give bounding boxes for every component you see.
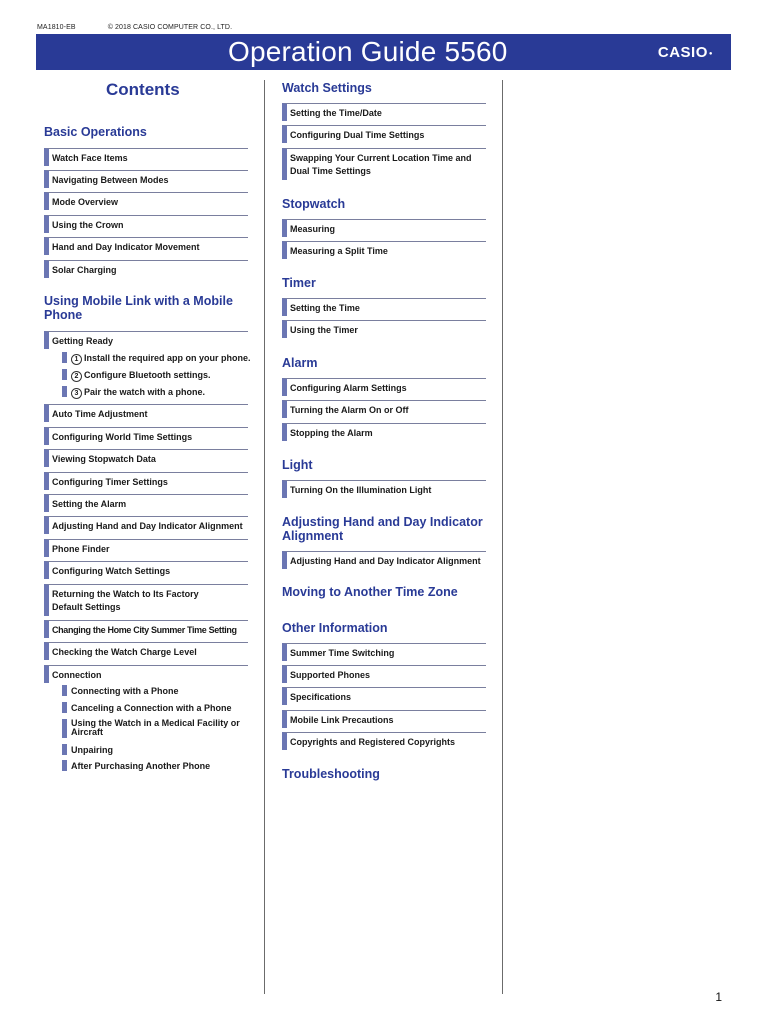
bullet-mark: [62, 386, 67, 397]
toc-item[interactable]: Setting the Time/Date: [282, 103, 486, 121]
toc-sub-item[interactable]: Connecting with a Phone: [62, 685, 179, 696]
step-number-icon: 3: [71, 388, 82, 399]
toc-item[interactable]: Setting the Time: [282, 298, 486, 316]
toc-item[interactable]: Supported Phones: [282, 665, 486, 683]
title-banner: [36, 34, 731, 70]
document-header-line: [37, 24, 262, 31]
toc-item-getting-ready[interactable]: Getting Ready: [44, 331, 248, 349]
bullet-mark: [62, 685, 67, 696]
contents-heading: Contents: [106, 80, 180, 99]
step-number-icon: 2: [71, 371, 82, 382]
toc-item-connection[interactable]: Connection: [44, 665, 248, 683]
toc-step[interactable]: 1 Install the required app on your phone.: [62, 352, 251, 365]
toc-item[interactable]: Measuring: [282, 219, 486, 237]
toc-item[interactable]: Solar Charging: [44, 260, 248, 278]
column-divider-left: [264, 80, 265, 994]
toc-item[interactable]: Specifications: [282, 687, 486, 705]
toc-item[interactable]: Adjusting Hand and Day Indicator Alignment: [282, 551, 486, 569]
toc-item[interactable]: Changing the Home City Summer Time Setting: [44, 620, 248, 638]
toc-item[interactable]: Configuring Timer Settings: [44, 472, 248, 490]
page-title: Operation Guide 5560: [228, 36, 508, 67]
bullet-mark: [62, 369, 67, 380]
toc-item[interactable]: Phone Finder: [44, 539, 248, 557]
toc-sub-item[interactable]: Canceling a Connection with a Phone: [62, 702, 232, 713]
toc-item[interactable]: Mode Overview: [44, 192, 248, 210]
toc-item[interactable]: Adjusting Hand and Day Indicator Alignment: [44, 516, 248, 534]
toc-item[interactable]: Configuring Dual Time Settings: [282, 125, 486, 143]
toc-item[interactable]: Setting the Alarm: [44, 494, 248, 512]
toc-item[interactable]: Using the Crown: [44, 215, 248, 233]
toc-item[interactable]: Mobile Link Precautions: [282, 710, 486, 728]
bullet-mark: [62, 744, 67, 755]
column-divider-right: [502, 80, 503, 994]
toc-sub-item[interactable]: Using the Watch in a Medical Facility or Aircraft: [62, 719, 252, 738]
brand-logo: CASIO●: [657, 44, 713, 61]
section-moving[interactable]: Moving to Another Time Zone: [282, 585, 458, 599]
section-watch-settings: Watch Settings: [282, 81, 372, 95]
toc-sub-item[interactable]: After Purchasing Another Phone: [62, 760, 210, 771]
toc-item[interactable]: Checking the Watch Charge Level: [44, 642, 248, 660]
toc-step[interactable]: 3 Pair the watch with a phone.: [62, 386, 205, 399]
toc-item[interactable]: Configuring Alarm Settings: [282, 378, 486, 396]
toc-item[interactable]: Navigating Between Modes: [44, 170, 248, 188]
section-alarm: Alarm: [282, 356, 318, 370]
toc-item[interactable]: Using the Timer: [282, 320, 486, 338]
section-other-information: Other Information: [282, 621, 388, 635]
toc-item[interactable]: Summer Time Switching: [282, 643, 486, 661]
toc-item[interactable]: Configuring Watch Settings: [44, 561, 248, 579]
toc-item[interactable]: Turning the Alarm On or Off: [282, 400, 486, 418]
section-basic-operations: Basic Operations: [44, 125, 147, 139]
section-timer: Timer: [282, 276, 316, 290]
section-stopwatch: Stopwatch: [282, 197, 346, 211]
section-light: Light: [282, 458, 313, 472]
toc-item[interactable]: Turning On the Illumination Light: [282, 480, 486, 498]
bullet-mark: [62, 702, 67, 713]
section-troubleshooting[interactable]: Troubleshooting: [282, 767, 380, 781]
toc-item[interactable]: Returning the Watch to Its Factory Default Settings: [44, 584, 248, 616]
toc-item[interactable]: Measuring a Split Time: [282, 241, 486, 259]
copyright: © 2018 CASIO COMPUTER CO., LTD.: [107, 24, 233, 31]
toc-item[interactable]: Swapping Your Current Location Time and Dual Time Settings: [282, 148, 486, 180]
section-adjusting: Adjusting Hand and Day Indicator Alignment: [282, 515, 483, 543]
page-number: 1: [715, 990, 722, 1004]
toc-sub-item[interactable]: Unpairing: [62, 744, 113, 755]
toc-item[interactable]: Copyrights and Registered Copyrights: [282, 732, 486, 750]
toc-item[interactable]: Auto Time Adjustment: [44, 404, 248, 422]
section-mobile-link: Using Mobile Link with a Mobile Phone: [44, 294, 233, 322]
step-number-icon: 1: [71, 354, 82, 365]
bullet-mark: [62, 760, 67, 771]
toc-step[interactable]: 2 Configure Bluetooth settings.: [62, 369, 211, 382]
doc-code: MA1810-EB: [37, 24, 76, 31]
toc-item[interactable]: Configuring World Time Settings: [44, 427, 248, 445]
bullet-mark: [62, 719, 67, 738]
toc-item[interactable]: Stopping the Alarm: [282, 423, 486, 441]
toc-item[interactable]: Watch Face Items: [44, 148, 248, 166]
toc-item[interactable]: Hand and Day Indicator Movement: [44, 237, 248, 255]
toc-item[interactable]: Viewing Stopwatch Data: [44, 449, 248, 467]
bullet-mark: [62, 352, 67, 363]
